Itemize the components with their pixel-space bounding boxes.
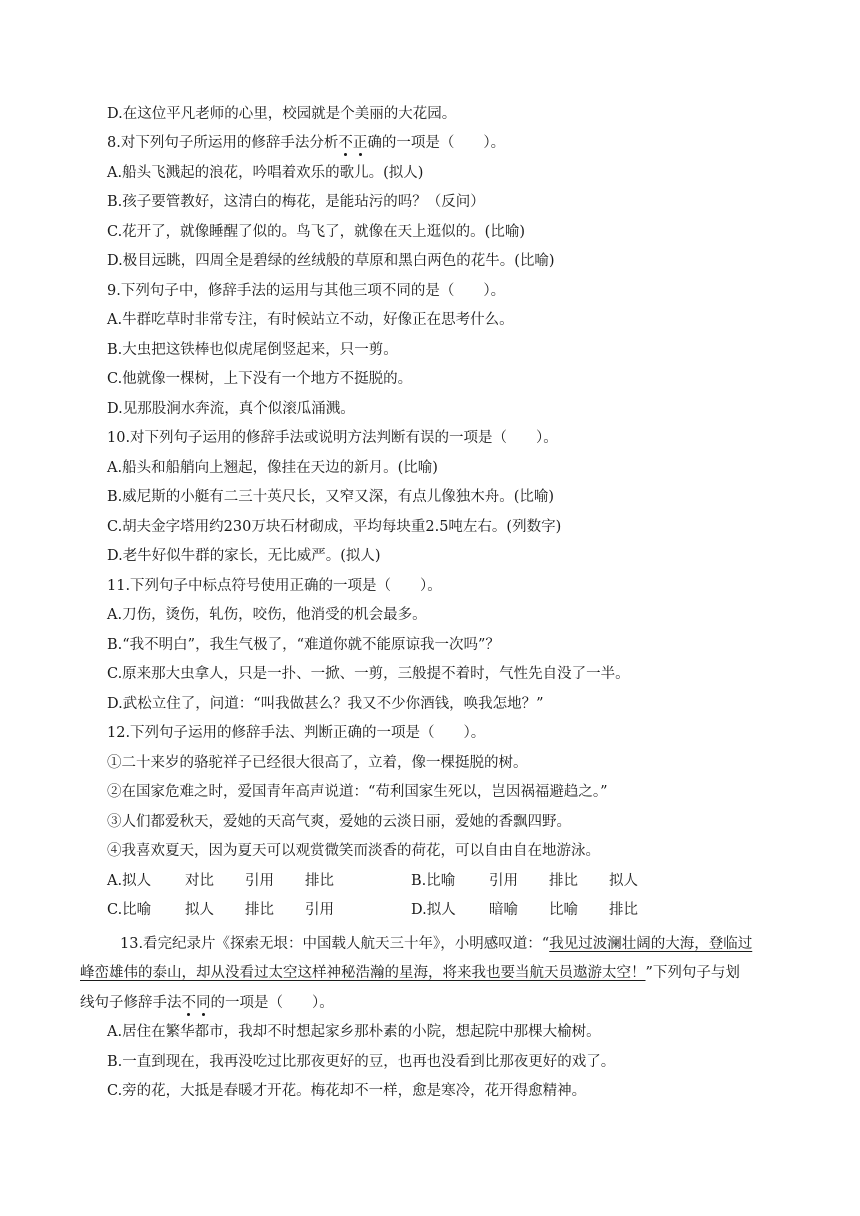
q12-sentence-2: ②在国家危难之时，爱国青年高声说道：“苟利国家生死以，岂因祸福避趋之。”: [107, 784, 608, 800]
q8-option-b: B.孩子要管教好，这清白的梅花，是能玷污的吗？（反问）: [107, 194, 485, 210]
emphasis-dot-char: 同: [196, 995, 211, 1011]
q11-option-b: B.“我不明白”，我生气极了，“难道你就不能原谅我一次吗”？: [107, 637, 500, 653]
q9-option-b: B.大虫把这铁棒也似虎尾倒竖起来，只一剪。: [107, 342, 398, 358]
q8-option-d: D.极目远眺，四周全是碧绿的丝绒般的草原和黑白两色的花牛。(比喻): [107, 253, 555, 269]
q12-option-b-item: 拟人: [609, 873, 638, 889]
q12-option-d-label: D.拟人: [411, 902, 456, 918]
q7-option-d: D.在这位平凡老师的心里，校园就是个美丽的大花园。: [107, 106, 457, 122]
q8-stem: [107, 133, 767, 153]
q12-sentence-3: ③人们都爱秋天，爱她的天高气爽，爱她的云淡日丽，爱她的香飘四野。: [107, 814, 571, 830]
q13-underlined-sentence: 峰峦雄伟的泰山，却从没看过太空这样神秘浩瀚的星海，将来我也要当航天员遨游太空！: [80, 965, 646, 981]
q12-option-d-item: 暗喻: [489, 902, 518, 918]
q9-stem: 9.下列句子中，修辞手法的运用与其他三项不同的是（ ）。: [107, 283, 506, 299]
emphasis-dot-char: 正: [352, 135, 368, 151]
q9-option-d: D.见那股涧水奔流，真个似滚瓜涌溅。: [107, 401, 355, 417]
q12-option-a-item: 引用: [245, 873, 274, 889]
q12-sentence-1: ①二十来岁的骆驼祥子已经很大很高了，立着，像一棵挺脱的树。: [107, 755, 528, 771]
q12-option-c-item: 排比: [245, 902, 274, 918]
q13-option-c: C.旁的花，大抵是春暖才开花。梅花却不一样，愈是寒冷，花开得愈精神。: [107, 1083, 587, 1099]
q10-stem: 10.对下列句子运用的修辞手法或说明方法判断有误的一项是（ ）。: [107, 430, 558, 446]
q8-stem-text-end: 确的一项是（ ）。: [367, 135, 506, 151]
q13-stem-text: 13.看完纪录片《探索无垠：中国载人航天三十年》，小明感叹道：“: [120, 936, 550, 952]
q13-option-b: B.一直到现在，我再没吃过比那夜更好的豆，也再也没看到比那夜更好的戏了。: [107, 1054, 616, 1070]
q11-option-c: C.原来那大虫拿人，只是一扑、一掀、一剪，三般提不着时，气性先自没了一半。: [107, 666, 630, 682]
q12-option-d-item: 比喻: [549, 902, 578, 918]
q12-sentence-4: ④我喜欢夏天，因为夏天可以观赏微笑而淡香的荷花，可以自由自在地游泳。: [107, 843, 600, 859]
q12-stem: 12.下列句子运用的修辞手法、判断正确的一项是（ ）。: [107, 725, 486, 741]
q9-option-a: A.牛群吃草时非常专注，有时候站立不动，好像正在思考什么。: [107, 312, 514, 328]
q12-option-a-label: A.拟人: [107, 873, 152, 889]
q13-stem-text-mid: ”下列句子与划: [645, 965, 740, 981]
q12-option-b-item: 引用: [489, 873, 518, 889]
q12-option-a-item: 对比: [185, 873, 214, 889]
q8-option-a: A.船头飞溅起的浪花，吟唱着欢乐的歌儿。(拟人): [107, 165, 424, 181]
q11-stem: 11.下列句子中标点符号使用正确的一项是（ ）。: [107, 578, 442, 594]
q10-option-d: D.老牛好似牛群的家长，无比威严。(拟人): [107, 548, 381, 564]
q13-underlined-sentence: 我见过波澜壮阔的大海，登临过: [549, 936, 753, 952]
q10-option-a: A.船头和船艄向上翘起，像挂在天边的新月。(比喻): [107, 460, 438, 476]
q12-option-d-item: 排比: [609, 902, 638, 918]
q13-stem-text: 线句子修辞手法: [80, 995, 182, 1011]
q8-stem-text: 8.对下列句子所运用的修辞手法分析: [107, 135, 339, 151]
q13-stem-text-end: 的一项是（ ）。: [210, 995, 334, 1011]
q11-option-a: A.刀伤，烫伤，轧伤，咬伤，他消受的机会最多。: [107, 607, 427, 623]
q12-option-c-item: 引用: [305, 902, 334, 918]
q11-option-d: D.武松立住了，问道：“叫我做甚么？我又不少你酒钱，唤我怎地？”: [107, 696, 544, 712]
q12-option-c-label: C.比喻: [107, 902, 152, 918]
emphasis-dot-char: 不: [338, 135, 353, 151]
q8-option-c: C.花开了，就像睡醒了似的。鸟飞了，就像在天上逛似的。(比喻): [107, 224, 525, 240]
q13-stem-line-3: [80, 993, 740, 1013]
q12-option-a-item: 排比: [305, 873, 334, 889]
q12-option-b-label: B.比喻: [411, 873, 456, 889]
q13-option-a: A.居住在繁华都市，我却不时想起家乡那朴素的小院，想起院中那棵大榆树。: [107, 1024, 601, 1040]
q10-option-b: B.威尼斯的小艇有二三十英尺长，又窄又深，有点儿像独木舟。(比喻): [107, 489, 555, 505]
q12-option-b-item: 排比: [549, 873, 578, 889]
emphasis-dot-char: 不: [181, 995, 196, 1011]
q12-option-c-item: 拟人: [185, 902, 214, 918]
q9-option-c: C.他就像一棵树，上下没有一个地方不挺脱的。: [107, 371, 413, 387]
q13-stem-line-1: [120, 934, 780, 954]
q10-option-c: C.胡夫金字塔用约230万块石材砌成，平均每块重2.5吨左右。(列数字): [107, 519, 562, 535]
q13-stem-line-2: [80, 963, 780, 983]
